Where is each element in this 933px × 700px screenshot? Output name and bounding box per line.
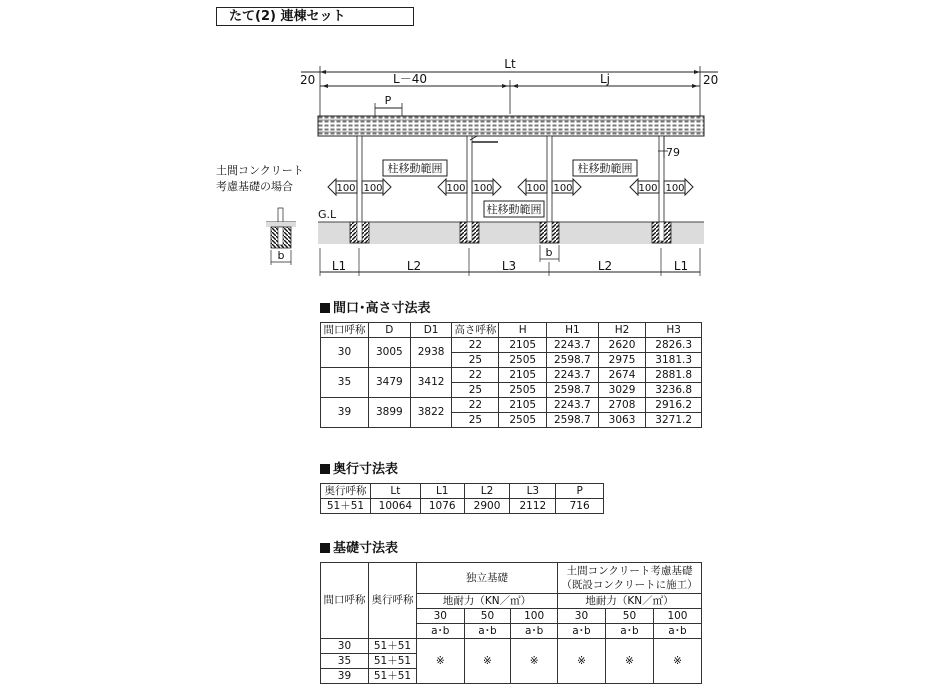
group-header: 独立基礎	[416, 563, 557, 594]
concrete-foundation-detail	[216, 163, 304, 265]
table-row: 39 3899 3822 22 2105 2243.7 2708 2916.2	[321, 398, 702, 413]
table-header-row	[321, 484, 604, 499]
l-minus-40-label: L－40	[393, 72, 427, 86]
l1-left-label: L1	[331, 259, 347, 273]
depth-dimension-table	[320, 483, 604, 514]
col-header: 高さ呼称	[452, 323, 499, 338]
height-table-title: 間口･高さ寸法表	[320, 297, 431, 316]
concrete-note-line1: 土間コンクリート	[216, 164, 304, 177]
table-row: 35 3479 3412 22 2105 2243.7 2674 2881.8	[321, 368, 702, 383]
post-range-label-2: 柱移動範囲	[486, 203, 542, 216]
col-header: L2	[464, 484, 510, 499]
bullet-square-icon	[320, 464, 330, 474]
bottom-dimension-chain	[320, 248, 700, 276]
group-header: 土間コンクリート考慮基礎 （既設コンクリートに施工）	[558, 563, 702, 594]
b-dimension	[540, 245, 559, 262]
col-header: H1	[547, 323, 599, 338]
col-header: Lt	[370, 484, 420, 499]
post-range-labels	[383, 160, 637, 217]
col-header: 間口呼称	[321, 323, 369, 338]
table-header-row	[321, 323, 702, 338]
arrow-value: 100	[665, 183, 685, 194]
dim-79-label: 79	[666, 146, 680, 159]
roof-panel	[318, 116, 704, 136]
right-margin-label: 20	[703, 73, 719, 87]
table-header-row	[321, 563, 702, 594]
bullet-square-icon	[320, 543, 330, 553]
p-label: P	[384, 94, 392, 107]
table-row: 30 3005 2938 22 2105 2243.7 2620 2826.3	[321, 338, 702, 353]
arrow-value: 100	[336, 183, 356, 194]
col-header: D	[368, 323, 410, 338]
concrete-note-line2: 考慮基礎の場合	[216, 180, 293, 193]
lt-label: Lt	[504, 57, 516, 71]
post-range-label-1: 柱移動範囲	[387, 162, 443, 175]
gl-label: G.L	[318, 208, 337, 221]
lj-label: Lj	[599, 72, 611, 86]
col-header: P	[556, 484, 604, 499]
post-range-label-3: 柱移動範囲	[577, 162, 633, 175]
table-row: 39 51＋51	[321, 669, 702, 684]
col-header: D1	[410, 323, 452, 338]
table-row: 25 2505 2598.7 3029 3236.8	[321, 383, 702, 398]
foundation-dimension-table	[320, 562, 702, 684]
l2-left-label: L2	[406, 259, 422, 273]
range-arrows	[328, 179, 693, 195]
table-header-row: 30 50 100 30 50 100	[321, 609, 702, 624]
l2-right-label: L2	[597, 259, 613, 273]
table-header-row: a･b a･b a･b a･b a･b a･b	[321, 624, 702, 639]
arrow-value: 100	[526, 183, 546, 194]
p-dimension	[375, 94, 402, 116]
table-row: 51＋51 10064 1076 2900 2112 716	[321, 499, 604, 514]
col-header: L3	[510, 484, 556, 499]
arrow-value: 100	[473, 183, 493, 194]
depth-table-title: 奥行寸法表	[320, 458, 398, 477]
arrow-value: 100	[638, 183, 658, 194]
table-row: 30 51＋51 ※ ※ ※ ※ ※ ※	[321, 639, 702, 654]
height-dimension-table	[320, 322, 702, 428]
arrow-value: 100	[363, 183, 383, 194]
col-header: H	[499, 323, 547, 338]
carport-elevation-diagram	[0, 0, 933, 290]
arrow-value: 100	[446, 183, 466, 194]
left-margin-label: 20	[300, 73, 316, 87]
col-header: L1	[420, 484, 464, 499]
table-header-row: 地耐力（KN／㎡） 地耐力（KN／㎡）	[321, 594, 702, 609]
table-row: 35 51＋51	[321, 654, 702, 669]
l1-right-label: L1	[673, 259, 689, 273]
col-header: H3	[646, 323, 702, 338]
bullet-square-icon	[320, 303, 330, 313]
l3-label: L3	[501, 259, 517, 273]
col-header: H2	[598, 323, 646, 338]
col-header: 奥行呼称	[321, 484, 371, 499]
b-side-label: b	[277, 249, 285, 262]
table-row: 25 2505 2598.7 2975 3181.3	[321, 353, 702, 368]
foundation-table-title: 基礎寸法表	[320, 537, 398, 556]
arrow-value: 100	[553, 183, 573, 194]
page-title: たて(2) 連棟セット	[216, 7, 414, 26]
table-row: 25 2505 2598.7 3063 3271.2	[321, 413, 702, 428]
b-label: b	[545, 246, 553, 259]
col-header: 奥行呼称	[368, 563, 416, 639]
col-header: 間口呼称	[321, 563, 369, 639]
